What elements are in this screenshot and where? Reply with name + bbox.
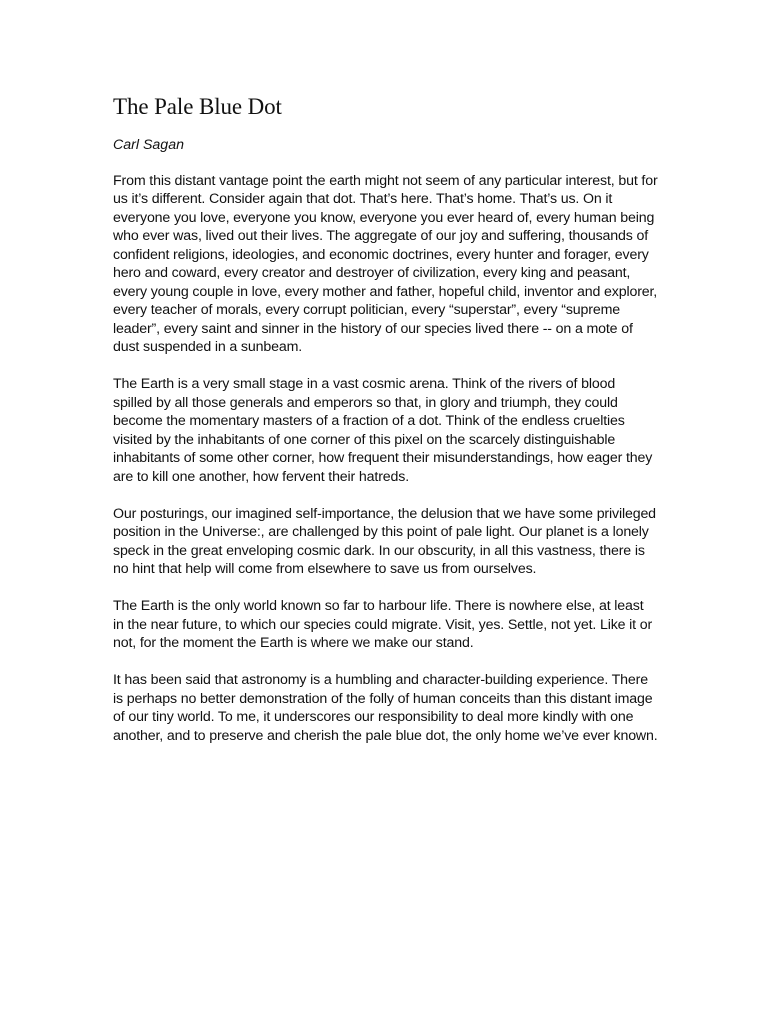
paragraph-1: From this distant vantage point the earth might not seem of any particular interest, but for us it’s different. Consider again that dot. That’s here. That’s home. That’s us. On it everyone you love, everyone you know, everyone you ever heard of, every human being who ever was, lived out their lives. The aggregate of our joy and suffering, thousands of confident religions, ideologies, and economic doctrines, every hunter and forager, every hero and coward, every creator and destroyer of civilization, every king and peasant, every young couple in love, every mother and father, hopeful child, inventor and explorer, every teacher of morals, every corrupt politician, every “superstar”, every “supreme leader”, every saint and sinner in the history of our species lived there -- on a mote of dust suspended in a sunbeam. bbox=[113, 172, 658, 355]
document-author: Carl Sagan bbox=[113, 137, 184, 153]
paragraph-4: The Earth is the only world known so far to harbour life. There is nowhere else, at least in the near future, to which our species could migrate. Visit, yes. Settle, not yet. Like it or not, for the moment the Earth is where we make our stand. bbox=[113, 598, 653, 651]
paragraph-5: It has been said that astronomy is a humbling and character-building experience. There is perhaps no better demonstration of the folly of human conceits than this distant image of our tiny world. To me, it underscores our responsibility to deal more kindly with one another, and to preserve and cherish the pale blue dot, the only home we’ve ever known. bbox=[113, 672, 658, 744]
paragraph-2: The Earth is a very small stage in a vast cosmic arena. Think of the rivers of blood spilled by all those generals and emperors so that, in glory and triumph, they could become the momentary masters of a fraction of a dot. Think of the endless cruelties visited by the inhabitants of one corner of this pixel on the scarcely distinguishable inhabitants of some other corner, how frequent their misunderstandings, how eager they are to kill one another, how fervent their hatreds. bbox=[113, 376, 653, 485]
document-title: The Pale Blue Dot bbox=[113, 94, 282, 119]
paragraph-3: Our posturings, our imagined self-importance, the delusion that we have some privileged position in the Universe:, are challenged by this point of pale light. Our planet is a lonely speck in the great enveloping cosmic dark. In our obscurity, in all this vastness, there is no hint that help will come from elsewhere to save us from ourselves. bbox=[113, 505, 656, 577]
document-page bbox=[113, 93, 658, 764]
